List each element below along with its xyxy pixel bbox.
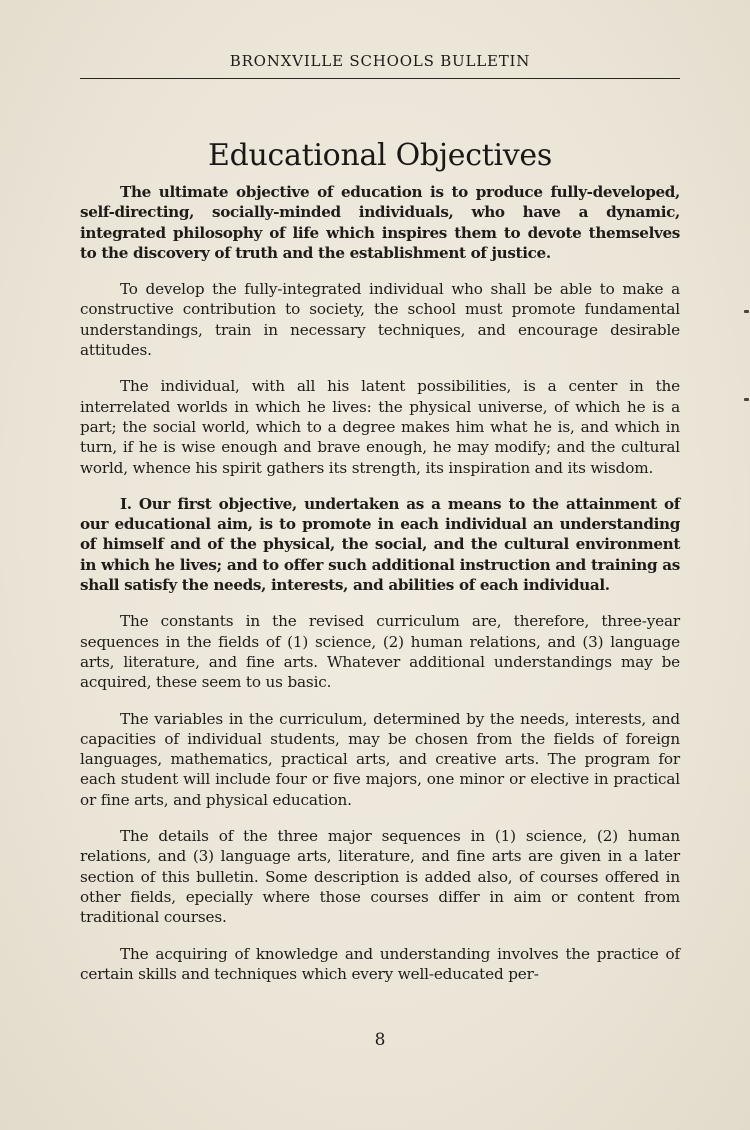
edge-mark — [744, 310, 749, 313]
running-head: BRONXVILLE SCHOOLS BULLETIN — [229, 52, 531, 70]
edge-mark — [744, 398, 749, 401]
paragraph-integrated-individual: To develop the fully-integrated individual who shall be able to make a constructive contribution to society, the school must promote fundamental understandings, train in necessary techniques, and encourage desirable attitudes. — [80, 280, 680, 360]
page-title: Educational Objectives — [208, 138, 552, 174]
paragraph-individual-worlds: The individual, with all his latent possibilities, is a center in the interrelated worlds in which he lives: the physical universe, of which he is a part; the social world, which to a degree makes him what he is, and which in turn, if he is wise enough and brave enough, he may modify; and the cultural world, whence his spirit gathers its strength, its inspiration and its wisdom. — [80, 377, 680, 477]
paragraph-ultimate-objective: The ultimate objective of education is to produce fully-developed, self-directing, socially-minded individuals, who have a dynamic, integrated philosophy of life which inspires them to devote themselves to the discovery of truth and the establishment of justice. — [80, 183, 680, 262]
page-number: 8 — [374, 1030, 386, 1050]
paragraph-skills: The acquiring of knowledge and understanding involves the practice of certain skills and techniques which every well-educated per- — [80, 944, 680, 983]
header-rule — [80, 78, 680, 79]
paragraph-variables: The variables in the curriculum, determined by the needs, interests, and capacities of individual students, may be chosen from the fields of foreign languages, mathematics, practical arts, and creative arts. The program for each student will include four or five majors, one minor or elective in practical or fine arts, and physical education. — [80, 709, 680, 809]
paragraph-constants: The constants in the revised curriculum are, therefore, three-year sequences in the fields of (1) science, (2) human relations, and (3) language arts, literature, and fine arts. Whatever additional understandings may be acquired, these seem to us basic. — [80, 612, 680, 692]
paragraph-first-objective: I. Our first objective, undertaken as a means to the attainment of our educational aim, is to promote in each individual an understanding of himself and of the physical, the social, and the cultural environment in which he lives; and to offer such additional instruction and training as shall satisfy the needs, interests, and abilities of each individual. — [80, 494, 680, 595]
body-text — [80, 182, 680, 1000]
paragraph-major-sequences: The details of the three major sequences in (1) science, (2) human relations, and (3) language arts, literature, and fine arts are given in a later section of this bulletin. Some description is added also, of courses offered in other fields, epecially where those courses differ in aim or content from traditional courses. — [80, 827, 680, 927]
